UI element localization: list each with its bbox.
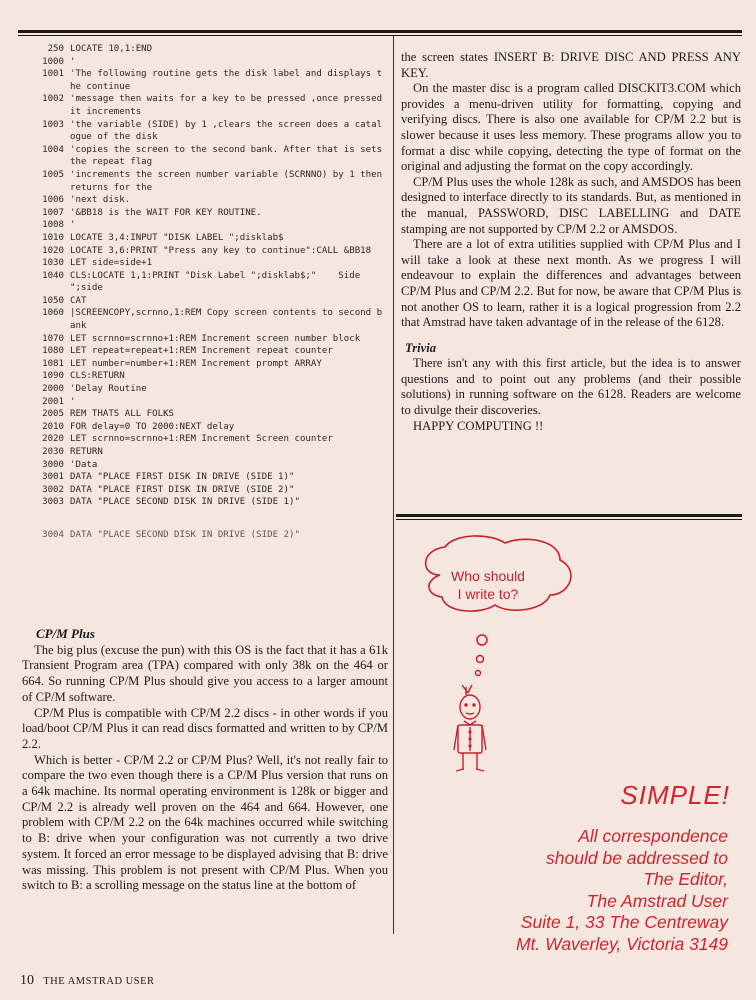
- address-line: All correspondence: [578, 826, 728, 846]
- line-number: 1005: [42, 169, 64, 180]
- line-number: 1020: [42, 245, 64, 256]
- code-line: [24, 68, 386, 93]
- section-heading-trivia: Trivia: [405, 340, 437, 355]
- line-text: LET side=side+1: [70, 258, 153, 269]
- basic-code-listing: [24, 43, 386, 542]
- code-line: [24, 207, 386, 220]
- top-rule-thick: [18, 30, 742, 33]
- line-text: 'Delay Routine: [70, 384, 147, 395]
- code-line: [24, 257, 386, 270]
- publication-name: THE AMSTRAD USER: [43, 976, 155, 987]
- code-line: [24, 446, 386, 459]
- thought-bubble-text: [440, 567, 536, 603]
- paragraph: Which is better - CP/M 2.2 or CP/M Plus? Well, it's not really fair to compare the two even though there is a CP/M Plus version that runs on a 64k machine. Its normal operating environment is 128k or bigger and CP/M 2.2 is already well proven on the 464 and 664. However, one problem with CP/M 2.2 on the 64k machines occurred while switching to B: drive when your configuration was not currently a two drive system. It forced an error message to be displayed advising that B: drive was missing. This problem is not present with CP/M Plus. When you switch to B: a scrolling message on the status line at the bottom of: [22, 752, 388, 893]
- line-text: LOCATE 3,4:INPUT "DISK LABEL ";disklab$: [70, 232, 284, 243]
- address-line: The Amstrad User: [586, 890, 728, 911]
- line-text: ': [70, 396, 76, 407]
- line-text: CLS:RETURN: [70, 371, 125, 382]
- line-text: FOR delay=0 TO 2000:NEXT delay: [70, 421, 235, 432]
- line-number: 1030: [42, 258, 64, 269]
- line-text: '&BB18 is the WAIT FOR KEY ROUTINE.: [70, 207, 262, 218]
- code-line: [24, 295, 386, 308]
- section-rule-thick: [396, 514, 742, 517]
- line-text: 'message then waits for a key to be pressed ,once pressed it increments: [70, 94, 388, 117]
- line-text: DATA "PLACE SECOND DISK IN DRIVE (SIDE 1)": [70, 497, 300, 508]
- right-article-column: [401, 50, 741, 434]
- code-line: [24, 169, 386, 194]
- line-text: REM THATS ALL FOLKS: [70, 409, 175, 420]
- code-line: [24, 408, 386, 421]
- code-line: [24, 383, 386, 396]
- line-number: 2030: [42, 447, 64, 457]
- line-number: 1060: [42, 308, 64, 319]
- code-line: [24, 345, 386, 358]
- line-text: LET repeat=repeat+1:REM Increment repeat counter: [70, 346, 333, 357]
- code-line: [24, 471, 386, 484]
- line-number: 3000: [42, 459, 64, 470]
- code-line: [24, 144, 386, 169]
- code-line: [24, 529, 386, 542]
- line-number: 1070: [42, 333, 64, 344]
- line-number: 1081: [42, 358, 64, 369]
- line-text: CAT: [70, 295, 87, 306]
- line-text: ': [70, 56, 76, 67]
- line-number: 1010: [42, 232, 64, 243]
- paragraph: the screen states INSERT B: DRIVE DISC AND PRESS ANY KEY.: [401, 50, 741, 80]
- thought-dot-medium: [477, 656, 484, 663]
- line-text: 'the variable (SIDE) by 1 ,clears the screen does a catalogue of the disk: [70, 119, 383, 143]
- line-text: LOCATE 3,6:PRINT "Press any key to continue":CALL &BB18: [70, 245, 372, 256]
- code-line: [24, 333, 386, 346]
- line-number: 1003: [42, 119, 64, 130]
- line-number: 3003: [42, 497, 64, 508]
- line-number: 3001: [42, 472, 64, 483]
- line-text: DATA "PLACE FIRST DISK IN DRIVE (SIDE 1)": [70, 472, 295, 483]
- line-number: 1006: [42, 195, 64, 206]
- code-line: [24, 459, 386, 472]
- section-heading-cpm-plus: CP/M Plus: [36, 626, 95, 641]
- paragraph: There are a lot of extra utilities supplied with CP/M Plus and I will take a look at these next month. As we progress I will endeavour to explain the differences and advantages between CP/M Plus and CP/M 2.2. But for now, be aware that CP/M Plus is not another OS to learn, rather it is a logical progression from 2.2 that Amstrad have taken advantage of in the release of the 6128.: [401, 237, 741, 330]
- line-text: DATA "PLACE FIRST DISK IN DRIVE (SIDE 2)": [70, 484, 295, 495]
- code-line: [24, 484, 386, 497]
- line-text: LET scrnno=scrnno+1:REM Increment Screen counter: [70, 434, 333, 445]
- code-line: [24, 232, 386, 245]
- left-article-column: [22, 626, 388, 894]
- code-line: [24, 56, 386, 69]
- man-figure-icon: [454, 685, 486, 771]
- line-text: 'The following routine gets the disk label and displays the continue: [70, 69, 383, 92]
- line-text: LET number=number+1:REM Increment prompt ARRAY: [70, 358, 322, 369]
- code-line: [24, 370, 386, 383]
- code-gap: [24, 509, 386, 529]
- line-number: 1007: [42, 207, 64, 218]
- paragraph: HAPPY COMPUTING !!: [413, 418, 544, 433]
- code-line: [24, 496, 386, 509]
- line-number: 1004: [42, 144, 64, 155]
- line-text: LOCATE 10,1:END: [70, 44, 153, 54]
- thought-dot-small: [476, 671, 481, 676]
- line-text: LET scrnno=scrnno+1:REM Increment screen number block: [70, 333, 361, 344]
- code-line: [24, 219, 386, 232]
- code-line: [24, 93, 386, 118]
- editor-address-block: [420, 826, 728, 955]
- line-text: 'increments the screen number variable (SCRNNO) by 1 then returns for the: [70, 169, 388, 193]
- simple-headline: SIMPLE!: [620, 780, 730, 810]
- line-text: DATA "PLACE SECOND DISK IN DRIVE (SIDE 2)": [70, 529, 300, 540]
- address-line: Suite 1, 33 The Centreway: [520, 912, 728, 932]
- address-line: The Editor,: [643, 869, 728, 889]
- bubble-line: I write to?: [457, 586, 519, 602]
- line-number: 1000: [42, 56, 64, 67]
- line-number: 250: [47, 44, 64, 54]
- line-number: 2005: [42, 409, 64, 420]
- column-divider: [393, 36, 394, 934]
- thought-dot-large: [477, 635, 487, 645]
- line-text: 'next disk.: [70, 195, 131, 206]
- line-number: 1002: [42, 94, 64, 105]
- line-number: 1001: [42, 69, 64, 80]
- section-rule-thin: [396, 519, 742, 520]
- line-text: 'copies the screen to the second bank. After that is sets the repeat flag: [70, 144, 388, 168]
- paragraph: The big plus (excuse the pun) with this OS is the fact that it has a 61k Transient Program area (TPA) compared with only 38k on the 464 or 664. So running CP/M Plus should give you access to a larger amount of CP/M software.: [22, 642, 388, 704]
- line-text: |SCREENCOPY,scrnno,1:REM Copy screen contents to second bank: [70, 308, 383, 332]
- line-number: 2010: [42, 421, 64, 432]
- code-line: [24, 358, 386, 371]
- line-number: 1090: [42, 371, 64, 382]
- line-number: 3004: [42, 529, 64, 540]
- top-rule-thin: [18, 35, 742, 36]
- line-number: 1008: [42, 220, 64, 231]
- line-number: 1080: [42, 346, 64, 357]
- bubble-line: Who should: [451, 568, 525, 584]
- line-text: ': [70, 220, 76, 231]
- paragraph: There isn't any with this first article, but the idea is to answer questions and to point out any problems (and their possible solutions) in running software on the 6128. Readers are welcome to divulge their discoveries.: [401, 356, 741, 418]
- line-number: 2000: [42, 384, 64, 395]
- address-line: should be addressed to: [546, 847, 728, 868]
- line-text: CLS:LOCATE 1,1:PRINT "Disk Label ";disklab$;" Side ";side: [70, 270, 383, 294]
- paragraph: CP/M Plus uses the whole 128k as such, and AMSDOS has been designed to interface directly to its standards. But, as mentioned in the manual, PASSWORD, DISC LABELLING and DATE stamping are not supported by CP/M 2.2 or AMSDOS.: [401, 174, 741, 236]
- code-line: [24, 396, 386, 409]
- line-number: 3002: [42, 484, 64, 495]
- code-line: [24, 245, 386, 258]
- page-number: 10: [20, 973, 34, 988]
- line-number: 1040: [42, 270, 64, 281]
- page-footer: [20, 972, 155, 989]
- line-number: 2001: [42, 396, 64, 407]
- line-text: 'Data: [70, 459, 98, 470]
- code-line: [24, 270, 386, 295]
- paragraph: CP/M Plus is compatible with CP/M 2.2 discs - in other words if you load/boot CP/M Plus it can read discs formatted and written to by CP/M 2.2.: [22, 705, 388, 751]
- code-line: [24, 119, 386, 144]
- line-number: 1050: [42, 295, 64, 306]
- code-line: [24, 43, 386, 56]
- code-line: [24, 433, 386, 446]
- line-text: RETURN: [70, 447, 103, 457]
- code-line: [24, 421, 386, 434]
- paragraph: On the master disc is a program called DISCKIT3.COM which provides a menu-driven utility for formatting, copying and verifying discs. There is also one available for CP/M 2.2 but is slower because it uses less memory. These programs allow you to format a disc while copying, detecting the type of format on the original and adjusting the format on the copy accordingly.: [401, 81, 741, 174]
- code-line: [24, 307, 386, 332]
- line-number: 2020: [42, 434, 64, 445]
- address-line: Mt. Waverley, Victoria 3149: [515, 933, 728, 954]
- code-line: [24, 194, 386, 207]
